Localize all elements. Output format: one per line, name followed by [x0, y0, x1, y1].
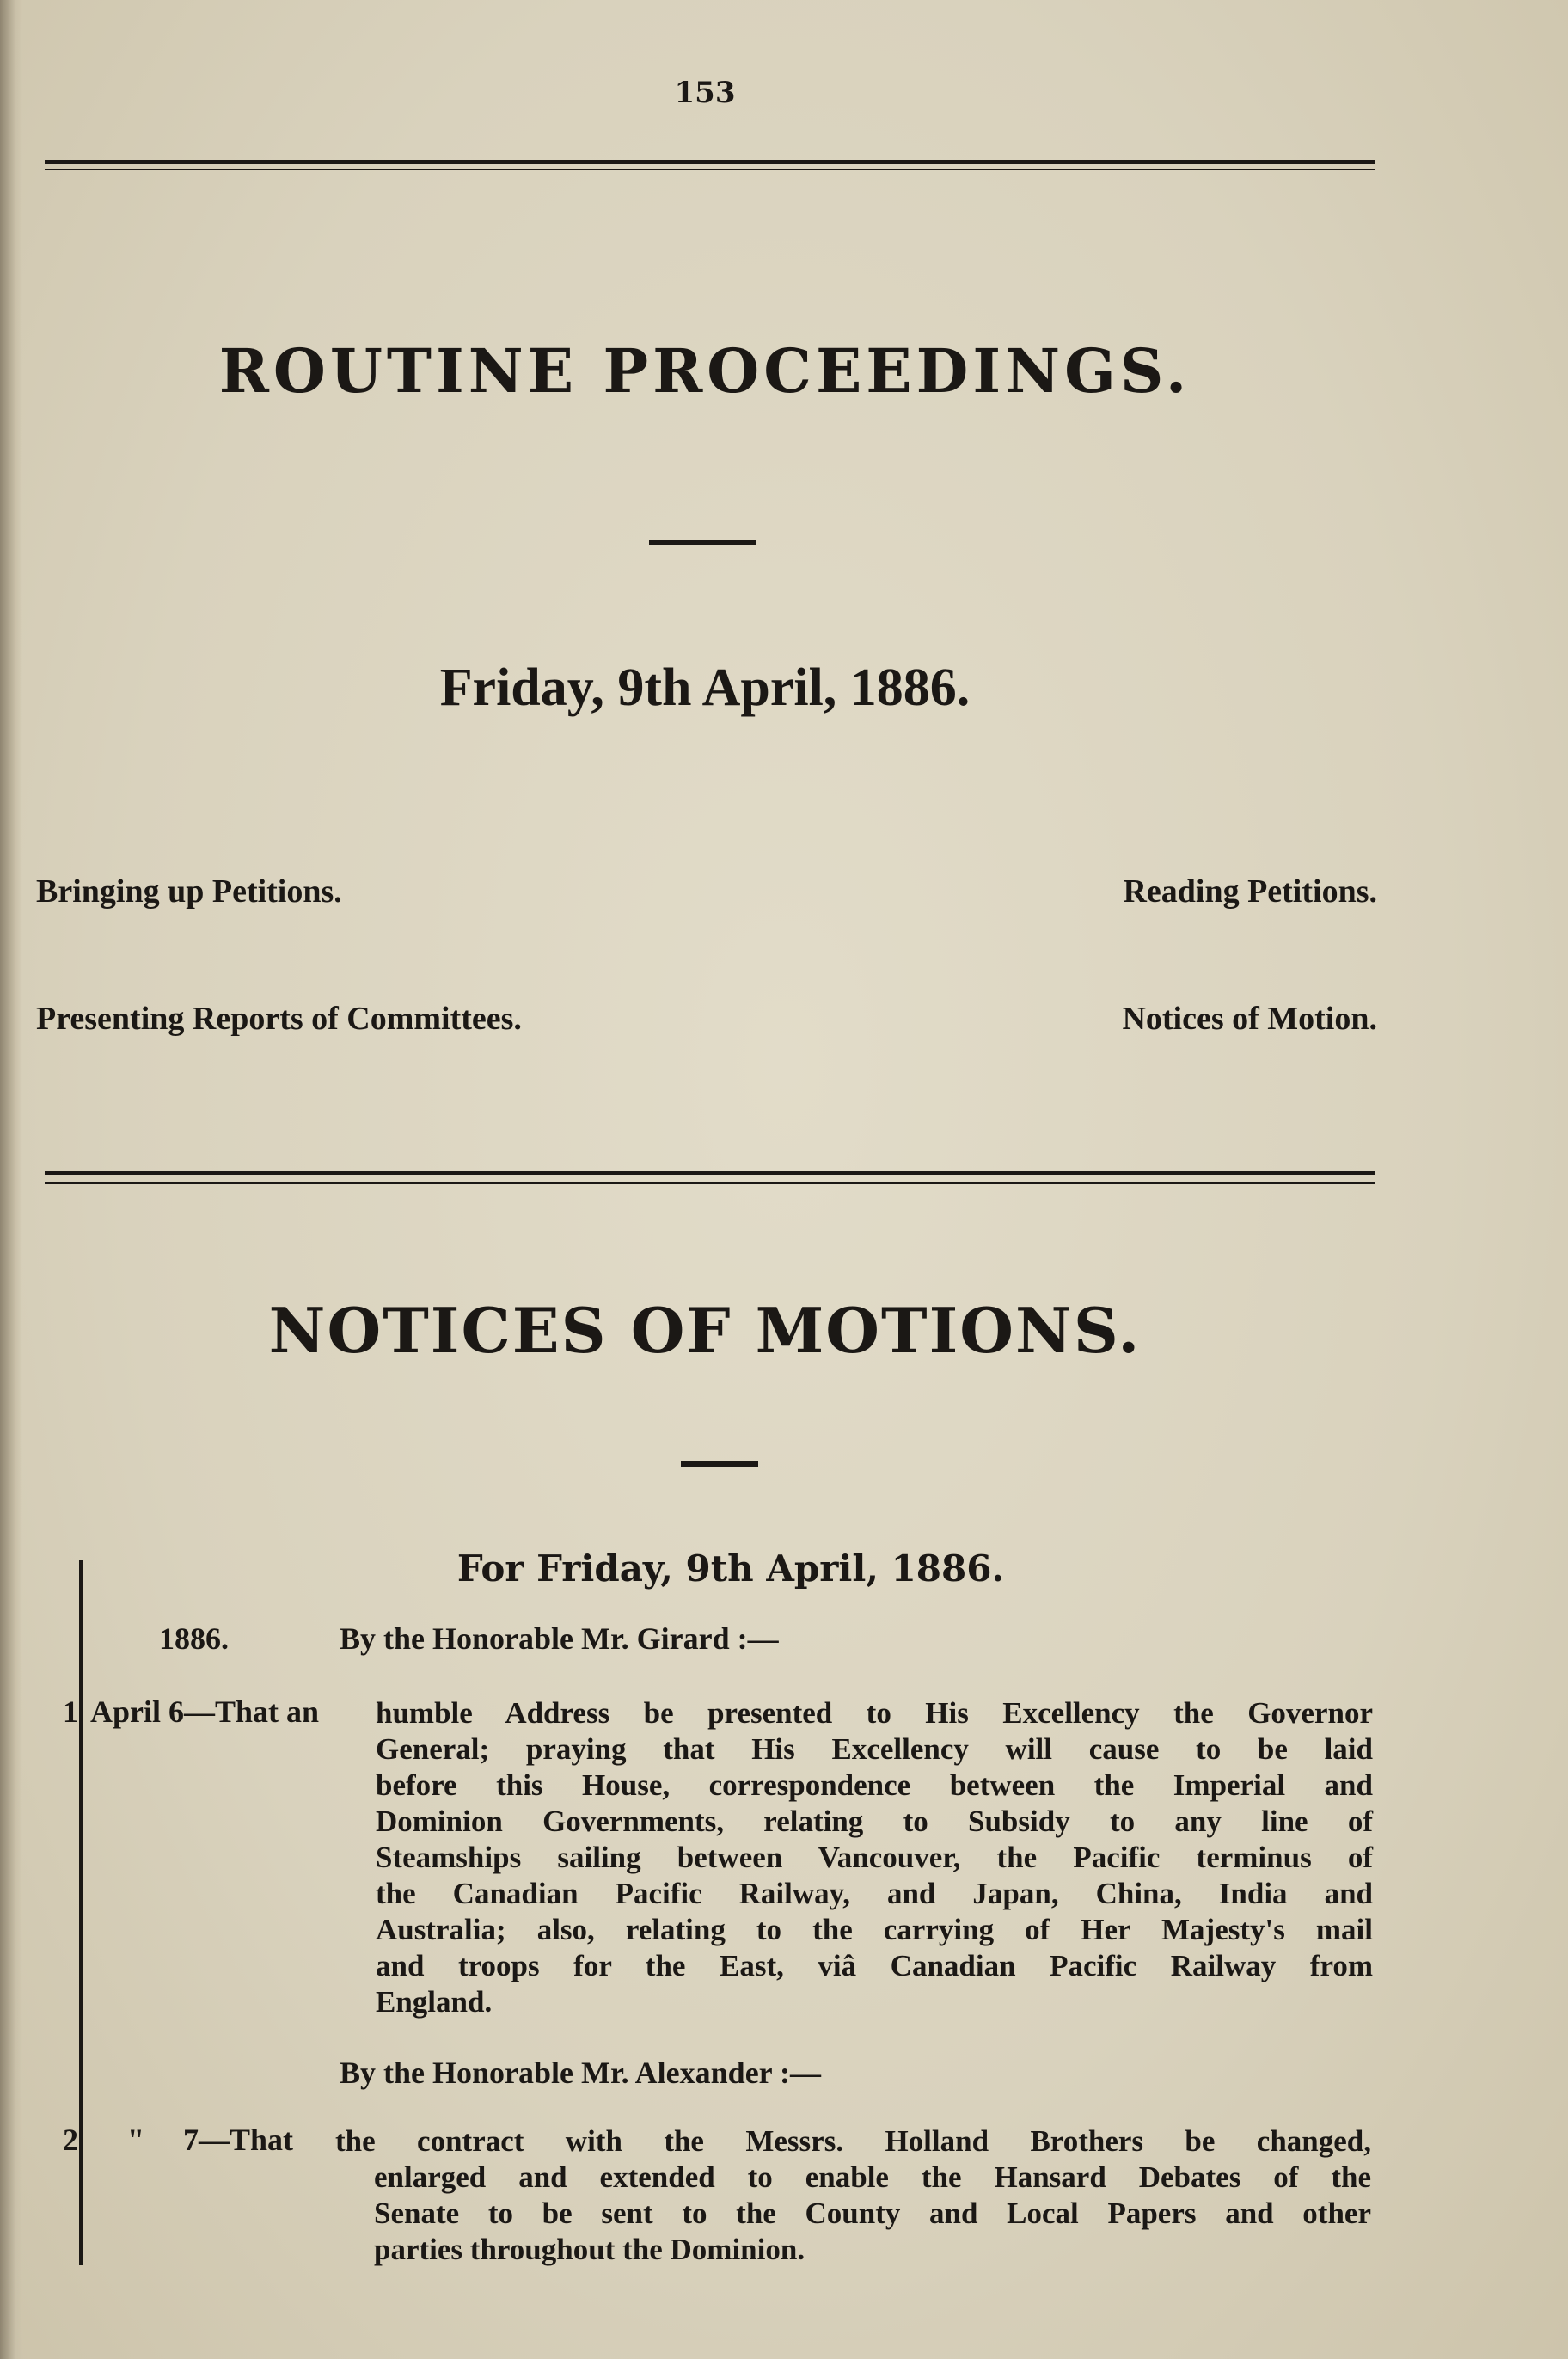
middle-rule	[45, 1171, 1375, 1175]
motion-1-line: and troops for the East, viâ Canadian Pacific Railway from	[376, 1949, 1373, 1982]
mover-alexander: By the Honorable Mr. Alexander :—	[340, 2056, 821, 2090]
motion-1-line: General; praying that His Excellency will cause to be laid	[376, 1732, 1373, 1766]
top-rule	[45, 160, 1375, 164]
motion-number-2: 2	[63, 2123, 78, 2157]
for-date-heading: For Friday, 9th April, 1886.	[456, 1547, 1005, 1590]
proceeding-reading-petitions: Reading Petitions.	[1123, 873, 1377, 910]
margin-bar	[79, 1560, 83, 2265]
motion-number-1: 1	[63, 1694, 78, 1729]
middle-rule-thin	[45, 1182, 1375, 1184]
motion-text-2	[335, 2123, 1371, 2268]
motion-text-1	[376, 1695, 1373, 2020]
year-label: 1886.	[159, 1621, 229, 1656]
motion-1-line: Australia; also, relating to the carrying of Her Majesty's mail	[376, 1913, 1373, 1946]
routine-proceedings-heading: ROUTINE PROCEEDINGS.	[218, 335, 1191, 407]
top-rule-thin	[45, 168, 1375, 170]
motion-1-line: England.	[376, 1985, 493, 2019]
proceeding-notices-of-motion: Notices of Motion.	[1122, 1001, 1377, 1037]
proceeding-presenting-reports: Presenting Reports of Committees.	[36, 1001, 522, 1037]
mover-girard: By the Honorable Mr. Girard :—	[340, 1621, 779, 1656]
date-heading: Friday, 9th April, 1886.	[439, 659, 971, 717]
motion-2-line: parties throughout the Dominion.	[374, 2233, 805, 2266]
motion-1-line: the Canadian Pacific Railway, and Japan, China, India and	[376, 1877, 1373, 1910]
motion-date-1: April 6—That an	[90, 1694, 320, 1729]
motion-1-line: before this House, correspondence between the Imperial and	[376, 1768, 1373, 1802]
motion-1-line: Steamships sailing between Vancouver, the Pacific terminus of	[376, 1841, 1373, 1874]
motion-1-line: humble Address be presented to His Excellency the Governor	[376, 1696, 1373, 1730]
short-divider	[649, 540, 756, 545]
motion-2-line: enlarged and extended to enable the Hansard Debates of the	[374, 2160, 1371, 2194]
page-number: 153	[674, 76, 736, 110]
motion-1-line: Dominion Governments, relating to Subsidy to any line of	[376, 1804, 1373, 1838]
motion-2-line: the contract with the Messrs. Holland Brothers be changed,	[335, 2124, 1371, 2158]
motion-date-2: " 7—That	[127, 2123, 294, 2157]
short-divider-2	[681, 1461, 758, 1467]
motion-2-line: Senate to be sent to the County and Local Papers and other	[374, 2197, 1371, 2230]
notices-of-motions-heading: NOTICES OF MOTIONS.	[268, 1294, 1142, 1367]
proceeding-bringing-up-petitions: Bringing up Petitions.	[36, 873, 342, 910]
